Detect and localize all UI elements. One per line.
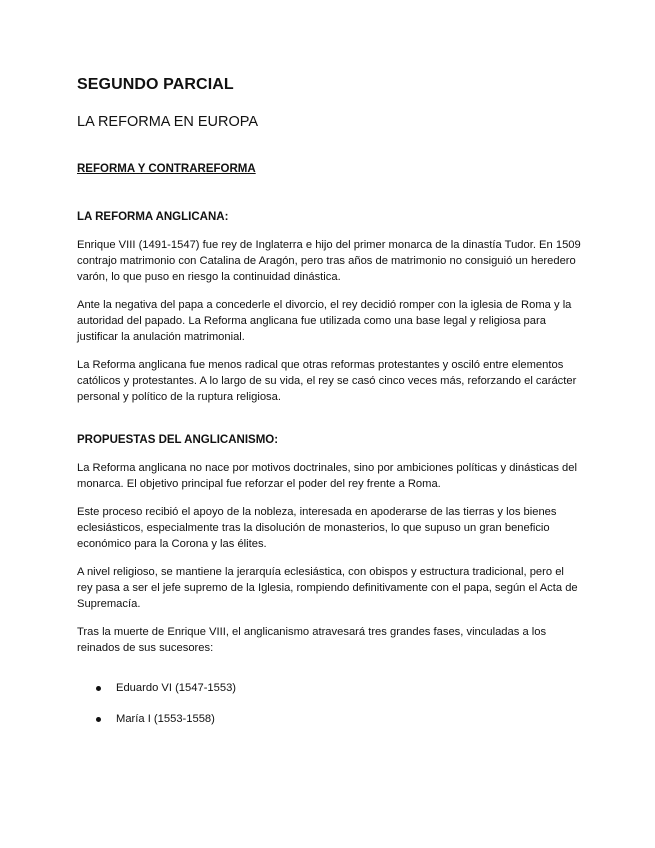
paragraph-motivos: La Reforma anglicana no nace por motivos doctrinales, sino por ambiciones políticas y dinásticas del monarca. El objetivo principal fue reforzar el poder del rey frente a Roma. (77, 462, 577, 490)
heading-reforma-anglicana: LA REFORMA ANGLICANA: (77, 211, 229, 223)
paragraph-tres-fases: Tras la muerte de Enrique VIII, el anglicanismo atravesará tres grandes fases, vinculadas a los reinados de sus sucesores: (77, 626, 547, 654)
paragraph-menos-radical: La Reforma anglicana fue menos radical que otras reformas protestantes y osciló entre elementos católicos y protestantes. A lo largo de su vida, el rey se casó cinco veces más, reforzando el carácter personal y político de la ruptura religiosa. (77, 359, 577, 403)
paragraph-negativa-papa: Ante la negativa del papa a concederle el divorcio, el rey decidió romper con la iglesia de Roma y la autoridad del papado. La Reforma anglicana fue utilizada como una base legal y religiosa para justificar la anulación matrimonial. (77, 299, 572, 343)
heading-propuestas: PROPUESTAS DEL ANGLICANISMO: (77, 434, 279, 446)
list-item-text: Eduardo VI (1547-1553) (116, 682, 237, 694)
bullet-icon (96, 686, 101, 691)
document-subtitle: LA REFORMA EN EUROPA (77, 114, 259, 130)
paragraph-nobleza: Este proceso recibió el apoyo de la nobleza, interesada en apoderarse de las tierras y los bienes eclesiásticos, especialmente tras la disolución de monasterios, lo que supuso un gran beneficio económico para la Corona y las élites. (77, 506, 557, 550)
bullet-icon (96, 717, 101, 722)
section-heading-reforma: REFORMA Y CONTRAREFORMA (77, 163, 256, 175)
paragraph-enrique: Enrique VIII (1491-1547) fue rey de Inglaterra e hijo del primer monarca de la dinastía Tudor. En 1509 contrajo matrimonio con Catalina de Aragón, pero tras años de matrimonio no consiguió un heredero varón, lo que puso en riesgo la continuidad dinástica. (77, 239, 581, 283)
paragraph-nivel-religioso: A nivel religioso, se mantiene la jerarquía eclesiástica, con obispos y estructura tradicional, pero el rey pasa a ser el jefe supremo de la Iglesia, rompiendo definitivamente con el papa, según el Acta de Supremacía. (77, 566, 578, 610)
document-title: SEGUNDO PARCIAL (77, 76, 234, 93)
list-item-text: María I (1553-1558) (116, 713, 215, 725)
